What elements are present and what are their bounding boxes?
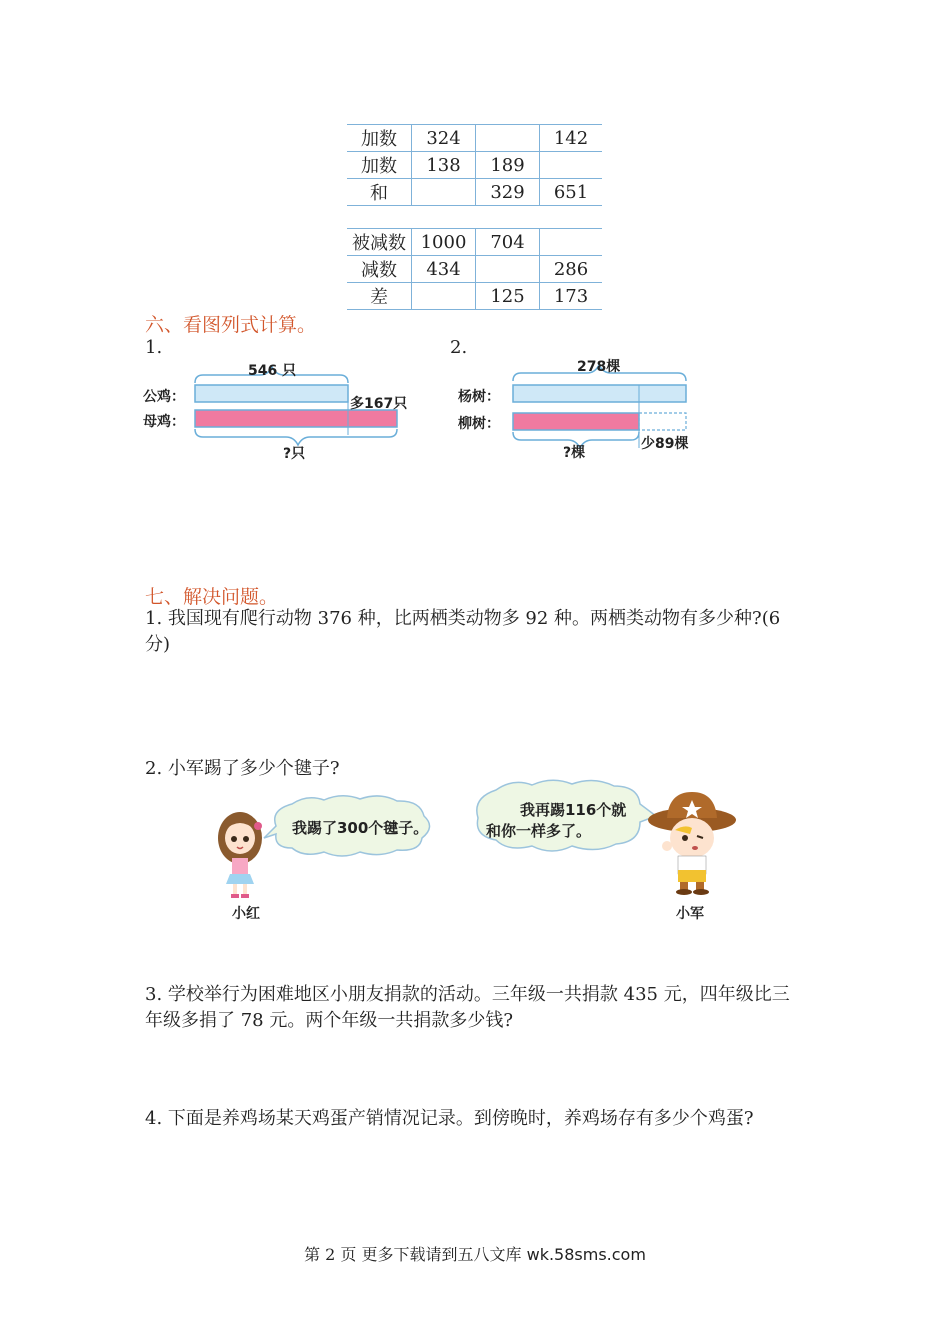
table-cell: 704 (476, 229, 540, 256)
diagram-label: 278棵 (577, 359, 621, 375)
girl-name: 小红 (232, 906, 260, 922)
rooster-bar (195, 385, 348, 402)
table-cell: 142 (540, 125, 603, 152)
table-cell: 和 (347, 179, 412, 206)
diagram-1 (140, 355, 420, 465)
section-7-title: 七、解决问题。 (145, 586, 279, 608)
table-row (347, 229, 602, 256)
table-cell: 加数 (347, 152, 412, 179)
diagram-label: 杨树： (458, 389, 500, 405)
addition-table (347, 124, 602, 206)
speech-text: 我再踢116个就 (520, 801, 627, 819)
diagram-label: 546 只 (248, 363, 297, 379)
table-cell (476, 256, 540, 283)
problem-1-continued: 分) (145, 634, 171, 655)
boy-name: 小军 (676, 906, 704, 922)
table-cell: 减数 (347, 256, 412, 283)
table-cell: 329 (476, 179, 540, 206)
table-cell (412, 283, 476, 310)
table-row (347, 283, 602, 310)
table-cell: 加数 (347, 125, 412, 152)
boy-speech-bubble (468, 776, 658, 856)
table-cell: 差 (347, 283, 412, 310)
table-cell (540, 229, 603, 256)
diagram-label: ?只 (283, 446, 306, 462)
diagram-label: 公鸡： (143, 389, 185, 405)
subtraction-table (347, 228, 602, 310)
table-row (347, 179, 602, 206)
table-cell: 173 (540, 283, 603, 310)
footer-site-link[interactable]: wk.58sms.com (526, 1245, 646, 1264)
section-6-title: 六、看图列式计算。 (145, 314, 317, 336)
table-cell: 324 (412, 125, 476, 152)
table-cell (412, 179, 476, 206)
problem-2: 2. 小军踢了多少个毽子? (145, 758, 340, 779)
diagram-label: 柳树： (458, 416, 500, 432)
boy-illustration (645, 786, 740, 896)
table-cell: 1000 (412, 229, 476, 256)
cowboy-boy-icon (645, 786, 740, 896)
table-row (347, 256, 602, 283)
problem-3: 3. 学校举行为困难地区小朋友捐款的活动。三年级一共捐款 435 元，四年级比三 (145, 984, 790, 1005)
problem-3-continued: 年级多捐了 78 元。两个年级一共捐款多少钱? (145, 1010, 513, 1031)
girl-speech-bubble (262, 792, 437, 860)
speech-text: 和你一样多了。 (486, 822, 592, 840)
diagram-label: 母鸡： (143, 414, 185, 430)
table-cell: 651 (540, 179, 603, 206)
willow-bar (513, 413, 639, 430)
table-row (347, 125, 602, 152)
diagram-label: 少89棵 (641, 436, 689, 452)
table-cell: 被减数 (347, 229, 412, 256)
table-cell: 138 (412, 152, 476, 179)
question-number: 1. (145, 337, 163, 358)
problem-4: 4. 下面是养鸡场某天鸡蛋产销情况记录。到傍晚时，养鸡场存有多少个鸡蛋? (145, 1108, 754, 1129)
problem-1: 1. 我国现有爬行动物 376 种，比两栖类动物多 92 种。两栖类动物有多少种?(6 (145, 608, 781, 629)
footer-text: 第 2 页 更多下载请到五八文库 (304, 1245, 527, 1264)
speech-text: 我踢了300个毽子。 (292, 819, 429, 837)
diagram-label: 多167只 (350, 396, 408, 412)
dashed-segment (639, 413, 686, 430)
page-footer (0, 1242, 950, 1265)
question-number: 2. (450, 337, 468, 358)
table-row (347, 152, 602, 179)
table-cell: 286 (540, 256, 603, 283)
table-cell: 189 (476, 152, 540, 179)
table-cell: 125 (476, 283, 540, 310)
table-cell: 434 (412, 256, 476, 283)
diagram-2 (455, 350, 705, 465)
table-cell (540, 152, 603, 179)
table-cell (476, 125, 540, 152)
poplar-bar (513, 385, 686, 402)
diagram-label: ?棵 (563, 445, 586, 461)
